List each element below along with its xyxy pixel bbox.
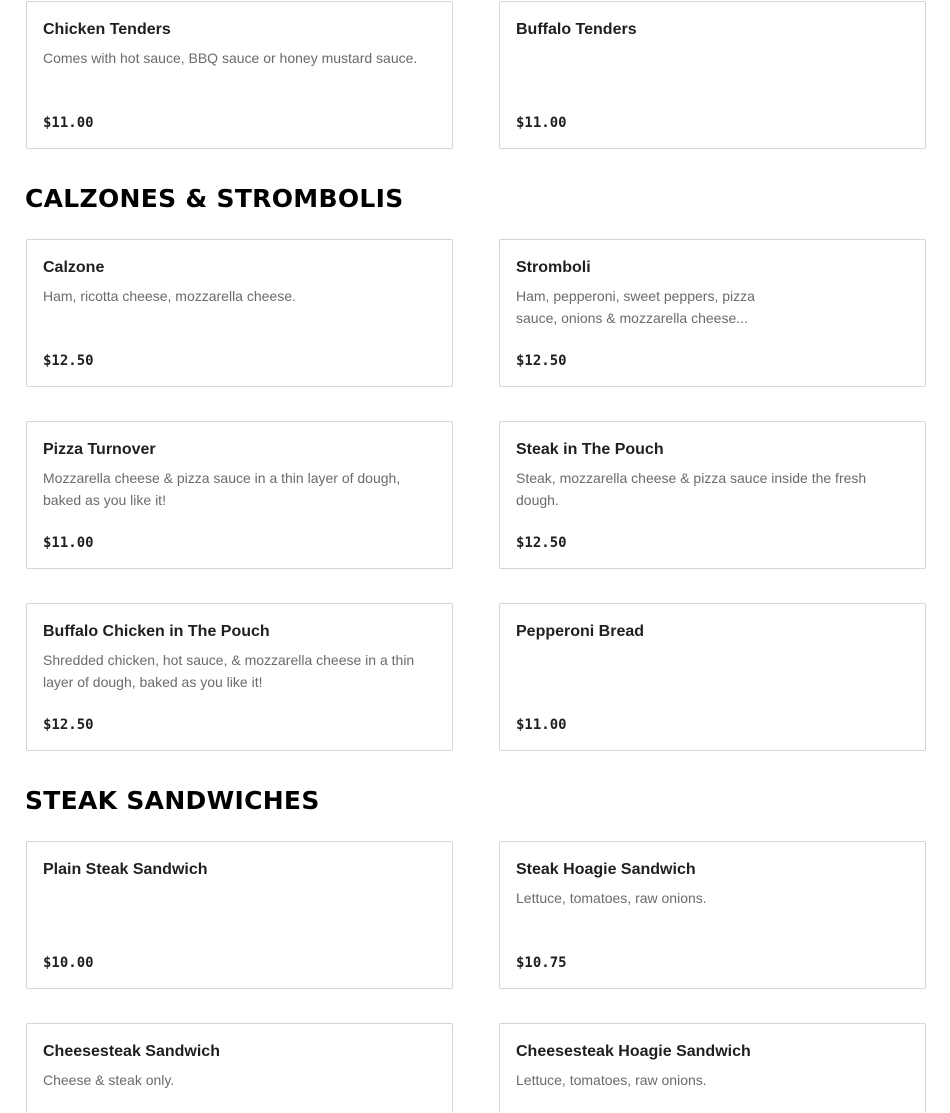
item-price: $10.75 <box>516 955 567 971</box>
item-name: Stromboli <box>516 259 591 276</box>
item-description: Ham, pepperoni, sweet peppers, pizza sauce, onions & mozzarella cheese... <box>516 288 755 326</box>
item-description: Mozzarella cheese & pizza sauce in a thin layer of dough, baked as you like it! <box>43 470 401 508</box>
item-name: Pepperoni Bread <box>516 623 645 640</box>
menu-item-card[interactable] <box>26 421 453 569</box>
item-price: $12.50 <box>516 353 567 369</box>
item-description: Cheese & steak only. <box>43 1072 175 1088</box>
item-price: $12.50 <box>516 535 567 551</box>
item-price: $11.00 <box>43 535 94 551</box>
menu-item-card[interactable] <box>499 841 926 989</box>
item-name: Steak Hoagie Sandwich <box>516 861 696 878</box>
menu-item-card[interactable] <box>499 421 926 569</box>
item-name: Steak in The Pouch <box>516 441 664 458</box>
menu-item-card[interactable] <box>26 239 453 387</box>
item-price: $10.00 <box>43 955 94 971</box>
menu-item-card[interactable] <box>26 1023 453 1113</box>
item-description: Ham, ricotta cheese, mozzarella cheese. <box>43 288 296 304</box>
item-description: Shredded chicken, hot sauce, & mozzarella cheese in a thin layer of dough, baked as you like it! <box>43 652 415 690</box>
item-description: Lettuce, tomatoes, raw onions. <box>516 1072 707 1088</box>
menu-item-card[interactable] <box>26 1 453 149</box>
item-price: $12.50 <box>43 353 94 369</box>
item-price: $11.00 <box>516 115 567 131</box>
item-price: $11.00 <box>516 717 567 733</box>
item-name: Buffalo Tenders <box>516 21 637 38</box>
item-name: Cheesesteak Hoagie Sandwich <box>516 1043 751 1060</box>
item-price: $11.00 <box>43 115 94 131</box>
menu-item-card[interactable] <box>499 1 926 149</box>
item-description: Steak, mozzarella cheese & pizza sauce inside the fresh dough. <box>516 470 867 508</box>
section-title-calzones: CALZONES & STROMBOLIS <box>25 184 404 213</box>
item-name: Buffalo Chicken in The Pouch <box>43 623 270 640</box>
item-price: $12.50 <box>43 717 94 733</box>
section-title-steak-sandwiches: STEAK SANDWICHES <box>25 786 320 815</box>
menu-item-card[interactable] <box>26 841 453 989</box>
menu-item-card[interactable] <box>499 1023 926 1113</box>
item-name: Cheesesteak Sandwich <box>43 1043 220 1060</box>
item-name: Pizza Turnover <box>43 441 156 458</box>
item-name: Calzone <box>43 259 105 276</box>
item-name: Chicken Tenders <box>43 21 171 38</box>
item-description: Comes with hot sauce, BBQ sauce or honey mustard sauce. <box>43 50 418 66</box>
menu-item-card[interactable] <box>26 603 453 751</box>
menu-item-card[interactable] <box>499 603 926 751</box>
item-description: Lettuce, tomatoes, raw onions. <box>516 890 707 906</box>
menu-item-card[interactable] <box>499 239 926 387</box>
item-name: Plain Steak Sandwich <box>43 861 208 878</box>
